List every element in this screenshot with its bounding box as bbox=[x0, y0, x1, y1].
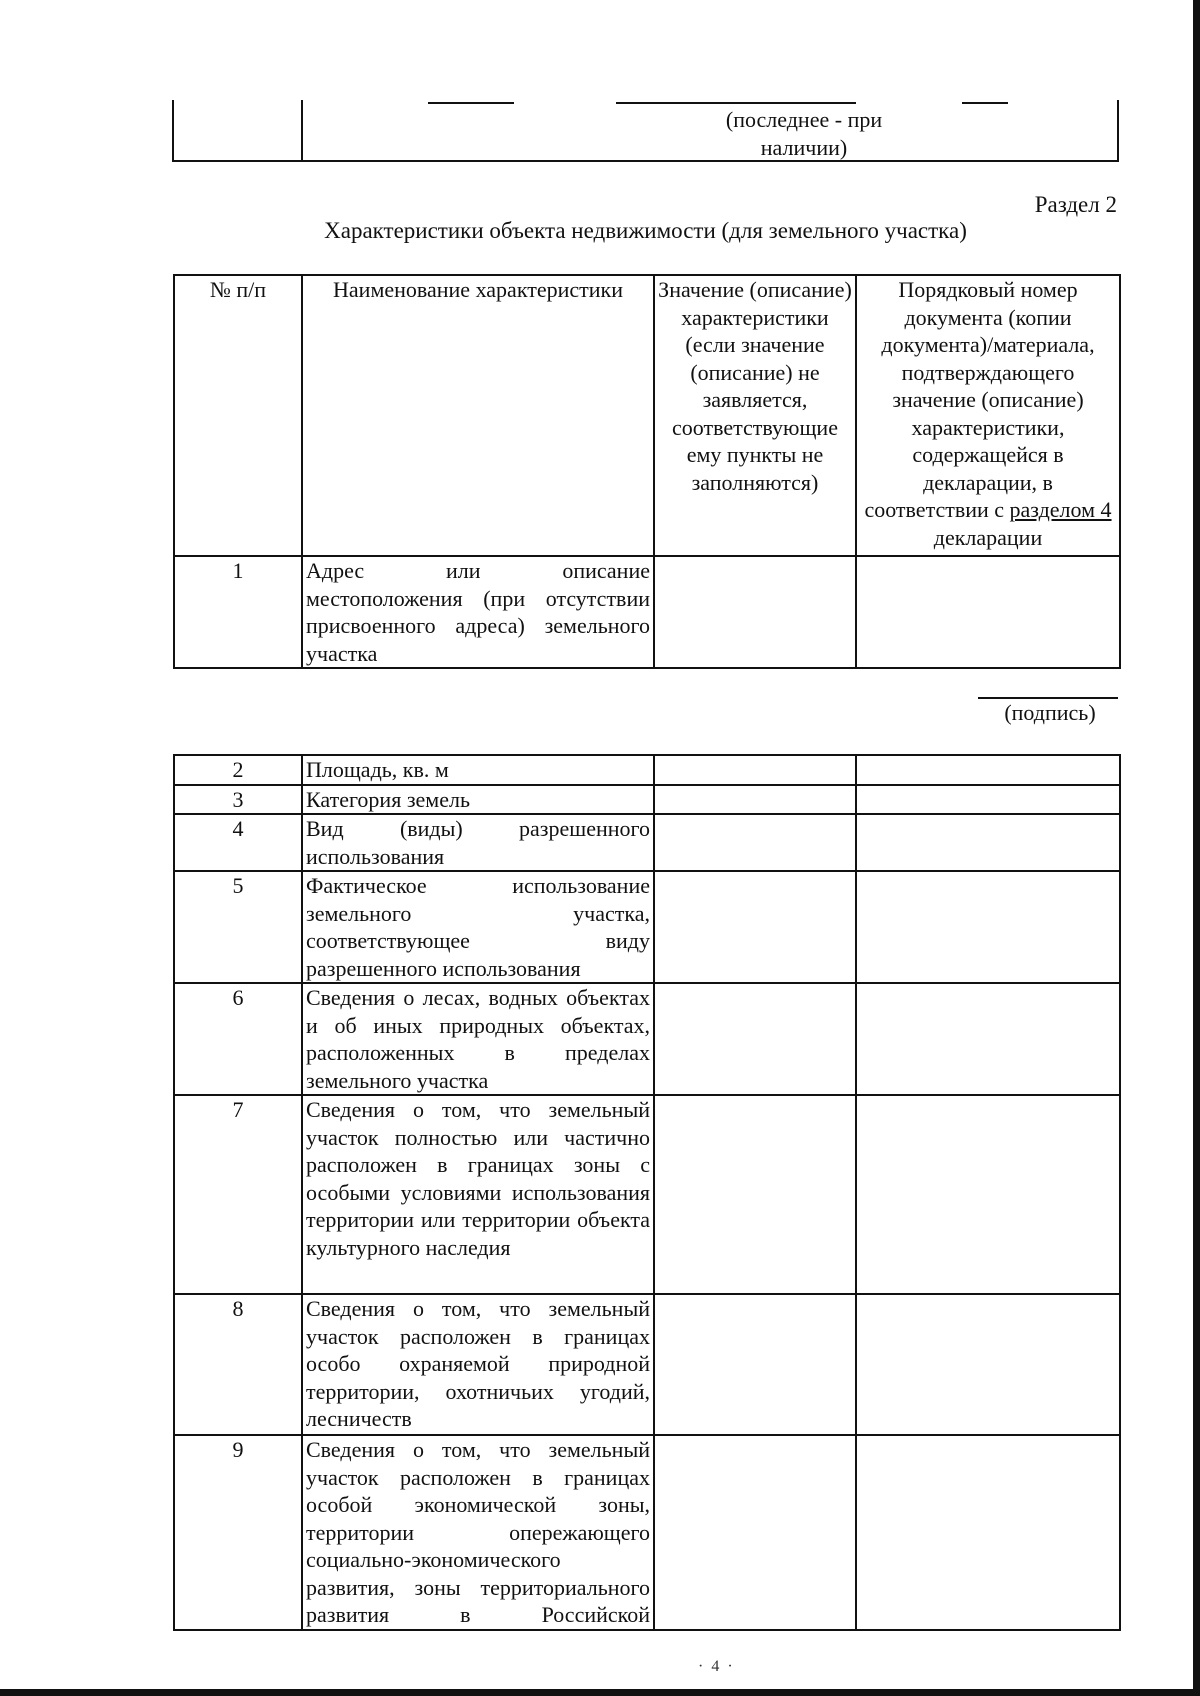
row-value-cell[interactable] bbox=[654, 1095, 856, 1294]
row-num: 2 bbox=[174, 755, 302, 785]
table-row bbox=[174, 556, 1120, 668]
header-num: № п/п bbox=[174, 275, 302, 556]
table-row bbox=[174, 983, 1120, 1095]
row-doc-cell[interactable] bbox=[856, 1435, 1120, 1630]
scan-border-bottom bbox=[0, 1689, 1200, 1696]
row-doc-cell[interactable] bbox=[856, 983, 1120, 1095]
row-name: Сведения о том, что земельный участок расположен в границах особо охраняемой природной территории, охотничьих угодий, лесничеств bbox=[302, 1294, 654, 1435]
row-name: Сведения о том, что земельный участок расположен в границах особой экономической зоны, территории опережающего социально-экономического развития, зоны территориального развития в Российской bbox=[302, 1435, 654, 1630]
row-num: 1 bbox=[174, 556, 302, 668]
page-number-mark: · 4 · bbox=[698, 1658, 735, 1675]
row-doc-cell[interactable] bbox=[856, 871, 1120, 983]
row-num: 6 bbox=[174, 983, 302, 1095]
characteristics-table-part1 bbox=[173, 274, 1121, 669]
table-row bbox=[174, 871, 1120, 983]
row-name: Сведения о том, что земельный участок полностью или частично расположен в границах зоны с особыми условиями использования территории или территории объекта культурного наследия bbox=[302, 1095, 654, 1294]
row-name: Категория земель bbox=[302, 785, 654, 815]
row-name: Площадь, кв. м bbox=[302, 755, 654, 785]
row-num: 8 bbox=[174, 1294, 302, 1435]
row-doc-cell[interactable] bbox=[856, 556, 1120, 668]
row-name: Вид (виды) разрешенного использования bbox=[302, 814, 654, 871]
row-doc-cell[interactable] bbox=[856, 785, 1120, 815]
row-num: 5 bbox=[174, 871, 302, 983]
scan-border-right bbox=[1193, 0, 1200, 1696]
header-value: Значение (описание) характеристики (если значение (описание) не заявляется, соответствующие ему пункты не заполняются) bbox=[654, 275, 856, 556]
signature-line bbox=[978, 697, 1118, 699]
row-num: 9 bbox=[174, 1435, 302, 1630]
section-label: Раздел 2 bbox=[1034, 192, 1117, 217]
row-value-cell[interactable] bbox=[654, 814, 856, 871]
row-doc-cell[interactable] bbox=[856, 755, 1120, 785]
row-doc-cell[interactable] bbox=[856, 814, 1120, 871]
row-name: Сведения о лесах, водных объектах и об иных природных объектах, расположенных в пределах земельного участка bbox=[302, 983, 654, 1095]
table-row bbox=[174, 1095, 1120, 1294]
section-title: Характеристики объекта недвижимости (для земельного участка) bbox=[324, 218, 967, 243]
row-num: 3 bbox=[174, 785, 302, 815]
previous-table-fragment bbox=[172, 100, 1119, 162]
column-divider bbox=[301, 100, 303, 160]
row-value-cell[interactable] bbox=[654, 1435, 856, 1630]
section-4-link[interactable]: разделом 4 bbox=[1009, 497, 1112, 522]
header-name: Наименование характеристики bbox=[302, 275, 654, 556]
row-value-cell[interactable] bbox=[654, 1294, 856, 1435]
table-row bbox=[174, 785, 1120, 815]
row-value-cell[interactable] bbox=[654, 983, 856, 1095]
signature-caption: (подпись) bbox=[1004, 700, 1096, 725]
table-header-row bbox=[174, 275, 1120, 556]
row-value-cell[interactable] bbox=[654, 785, 856, 815]
row-value-cell[interactable] bbox=[654, 871, 856, 983]
table-row bbox=[174, 755, 1120, 785]
header-doc-text: Порядковый номер документа (копии документа)/материала, подтверждающего значение (описание) характеристики, содержащейся в декларации, в соответствии с bbox=[864, 277, 1095, 522]
row-doc-cell[interactable] bbox=[856, 1294, 1120, 1435]
row-num: 7 bbox=[174, 1095, 302, 1294]
row-num: 4 bbox=[174, 814, 302, 871]
table-row bbox=[174, 1435, 1120, 1630]
note-line: (последнее - при bbox=[725, 107, 883, 132]
row-name: Фактическое использование земельного участка, соответствующее виду разрешенного использования bbox=[302, 871, 654, 983]
characteristics-table-part2 bbox=[173, 754, 1121, 1631]
note-line: наличии) bbox=[760, 135, 848, 160]
table-row bbox=[174, 1294, 1120, 1435]
header-doc bbox=[856, 275, 1120, 556]
row-doc-cell[interactable] bbox=[856, 1095, 1120, 1294]
table-row bbox=[174, 814, 1120, 871]
row-name: Адрес или описание местоположения (при отсутствии присвоенного адреса) земельного участка bbox=[302, 556, 654, 668]
fragment-note bbox=[594, 106, 1014, 162]
row-value-cell[interactable] bbox=[654, 755, 856, 785]
row-value-cell[interactable] bbox=[654, 556, 856, 668]
header-doc-suffix: декларации bbox=[933, 524, 1043, 550]
